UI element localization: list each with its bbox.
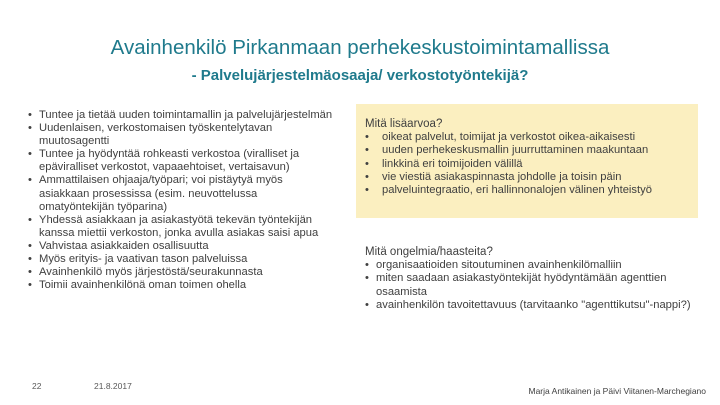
list-item: • oikeat palvelut, toimijat ja verkostot oikea-aikaisesti <box>365 131 695 144</box>
list-item: • uuden perhekeskusmallin juurruttaminen maakuntaan <box>365 144 695 157</box>
problems-section <box>365 246 700 312</box>
list-item: • Yhdessä asiakkaan ja asiakastyötä tekevän työntekijän kanssa miettii verkoston, jonka avulla asiakas saisi apua <box>24 214 334 240</box>
list-item: • organisaatioiden sitoutuminen avainhenkilömalliin <box>365 259 700 272</box>
added-value-panel <box>356 104 698 218</box>
list-item: • miten saadaan asiakastyöntekijät hyödyntämään agenttien osaamista <box>365 272 700 298</box>
list-item: • Vahvistaa asiakkaiden osallisuutta <box>24 240 334 253</box>
list-item: • Ammattilaisen ohjaaja/työpari; voi pistäytyä myös asiakkaan prosessissa (esim. neuvottelussa omatyöntekijän työparina) <box>24 174 334 213</box>
list-item: • vie viestiä asiakaspinnasta johdolle ja toisin päin <box>365 171 695 184</box>
problems-heading: Mitä ongelmia/haasteita? <box>365 246 493 258</box>
list-item: • Myös erityis- ja vaativan tason palveluissa <box>24 253 334 266</box>
problems-list <box>365 259 700 312</box>
list-item: • Tuntee ja tietää uuden toimintamallin ja palvelujärjestelmän <box>24 109 334 122</box>
slide-number: 22 <box>32 381 42 391</box>
slide-title: Avainhenkilö Pirkanmaan perhekeskustoimintamallissa <box>110 36 610 59</box>
added-value-list <box>365 131 695 197</box>
slide-subtitle: - Palvelujärjestelmäosaaja/ verkostotyöntekijä? <box>191 67 529 84</box>
list-item: • Avainhenkilö myös järjestöstä/seurakunnasta <box>24 266 334 279</box>
list-item: • avainhenkilön tavoitettavuus (tarvitaanko "agenttikutsu"-nappi?) <box>365 299 700 312</box>
key-person-tasks-list <box>24 109 334 292</box>
list-item: • Tuntee ja hyödyntää rohkeasti verkostoa (viralliset ja epäviralliset verkostot, vapaaehtoiset, vertaisavun) <box>24 148 334 174</box>
list-item: • linkkinä eri toimijoiden välillä <box>365 158 695 171</box>
slide-authors: Marja Antikainen ja Päivi Viitanen-Marchegiano <box>528 386 706 396</box>
added-value-heading: Mitä lisäarvoa? <box>365 118 443 130</box>
list-item: • Toimii avainhenkilönä oman toimen ohella <box>24 279 334 292</box>
slide-date: 21.8.2017 <box>94 381 132 391</box>
list-item: • palveluintegraatio, eri hallinnonalojen välinen yhteistyö <box>365 184 695 197</box>
list-item: • Uudenlaisen, verkostomaisen työskentelytavan muutosagentti <box>24 122 334 148</box>
